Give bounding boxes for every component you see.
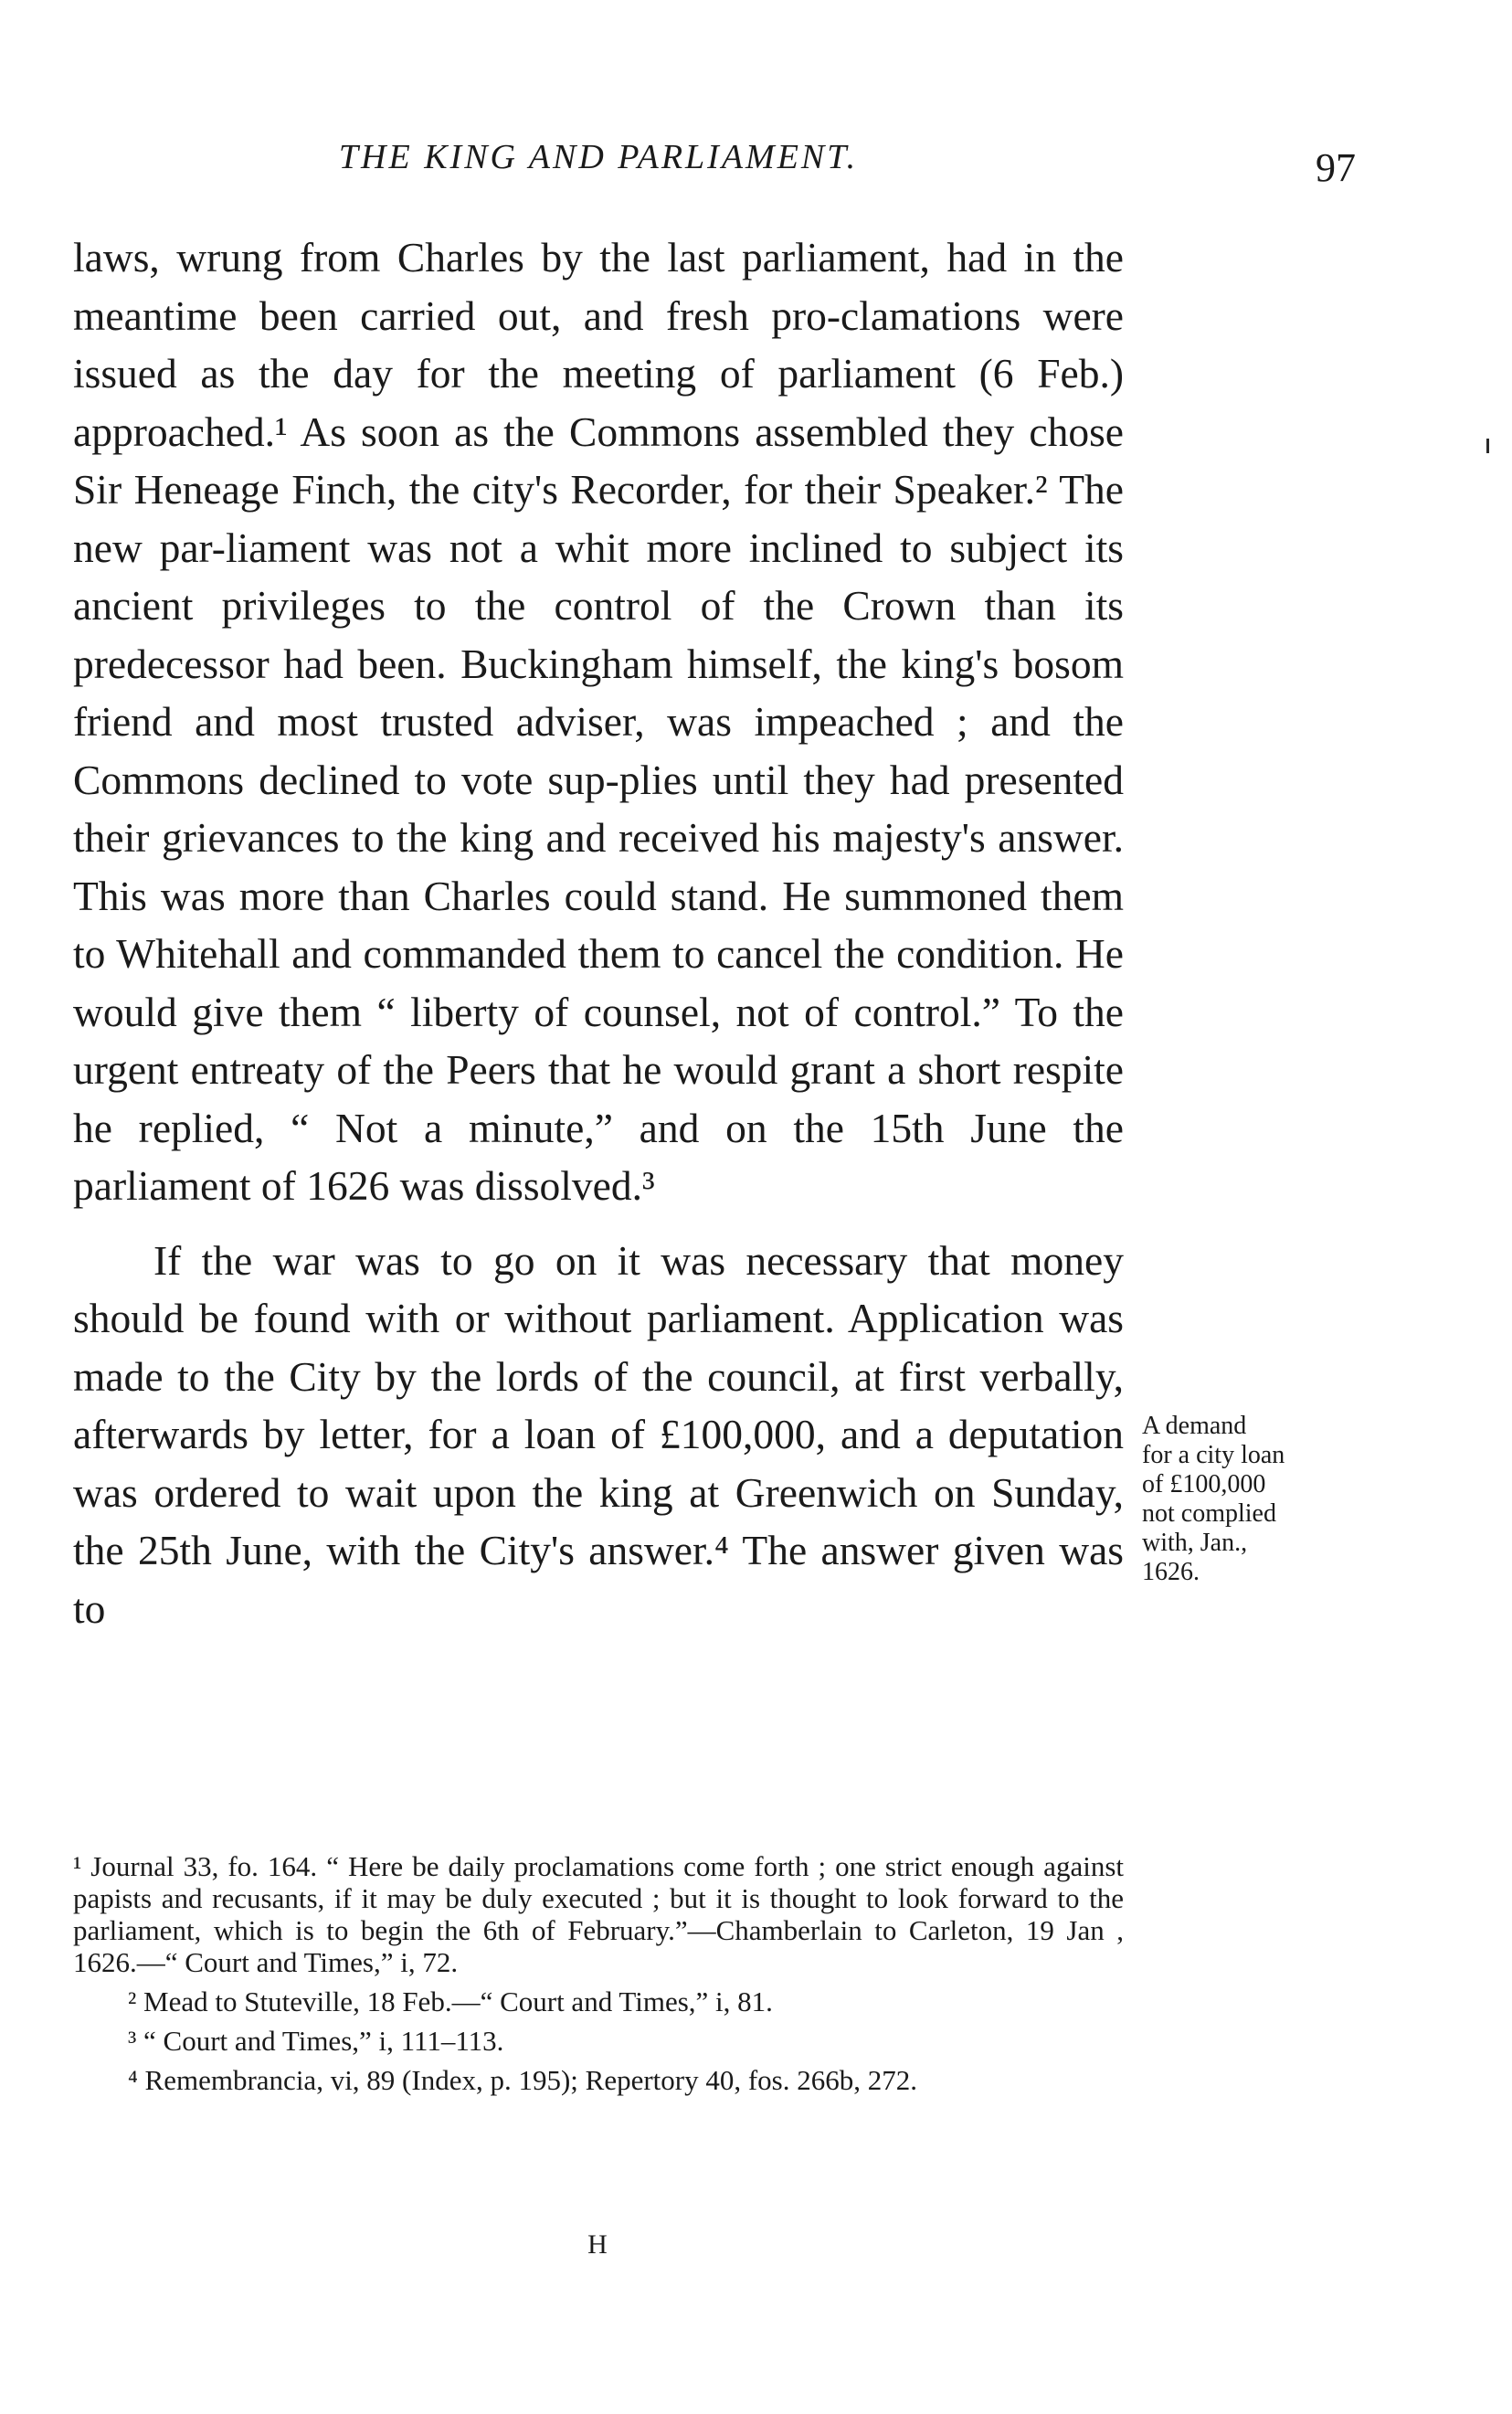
page-number: 97 (1316, 145, 1356, 190)
margin-mark (1486, 439, 1489, 453)
body-paragraph-1: laws, wrung from Charles by the last parliament, had in the meantime been carried out, and fresh pro-clamations were issued as the day for the meeting of parliament (6 Feb.) approached.¹ As soon as the Commons assembled they chose Sir Heneage Finch, the city's Recorder, for their Speaker.² The new par-liament was not a whit more inclined to subject its ancient privileges to the control of the Crown than its predecessor had been. Buckingham himself, the king's bosom friend and most trusted adviser, was impeached ; and the Commons declined to vote sup-plies until they had presented their grievances to the king and received his majesty's answer. This was more than Charles could stand. He summoned them to Whitehall and commanded them to cancel the condition. He would give them “ liberty of counsel, not of control.” To the urgent entreaty of the Peers that he would grant a short respite he replied, “ Not a minute,” and on the 15th June the parliament of 1626 was dissolved.³ (73, 234, 1124, 1209)
footnote-3: ³ “ Court and Times,” i, 111–113. (128, 2025, 504, 2057)
margin-note: A demand for a city loan of £100,000 not complied with, Jan., 1626. (1142, 1412, 1285, 1586)
footnotes (73, 1850, 1124, 2103)
body-paragraph-2: If the war was to go on it was necessary that money should be found with or without parliament. Application was made to the City by the lords of the council, at first verbally, afterwards by letter, for a loan of £100,000, and a deputation was ordered to wait upon the king at Greenwich on Sunday, the 25th June, with the City's answer.⁴ The answer given was to (73, 1236, 1124, 1632)
footnote-2: ² Mead to Stuteville, 18 Feb.—“ Court and Times,” i, 81. (128, 1985, 773, 2017)
footnote-4: ⁴ Remembrancia, vi, 89 (Index, p. 195); Repertory 40, fos. 266b, 272. (128, 2064, 917, 2096)
main-text (73, 228, 1124, 1637)
running-title: THE KING AND PARLIAMENT. (338, 138, 859, 176)
signature-mark: H (587, 2229, 609, 2260)
footnote-1: ¹ Journal 33, fo. 164. “ Here be daily proclamations come forth ; one strict enough against papists and recusants, if it may be duly executed ; but it is thought to look forward to the parliament, which is to begin the 6th of February.”—Chamberlain to Carleton, 19 Jan , 1626.—“ Court and Times,” i, 72. (73, 1850, 1124, 1978)
